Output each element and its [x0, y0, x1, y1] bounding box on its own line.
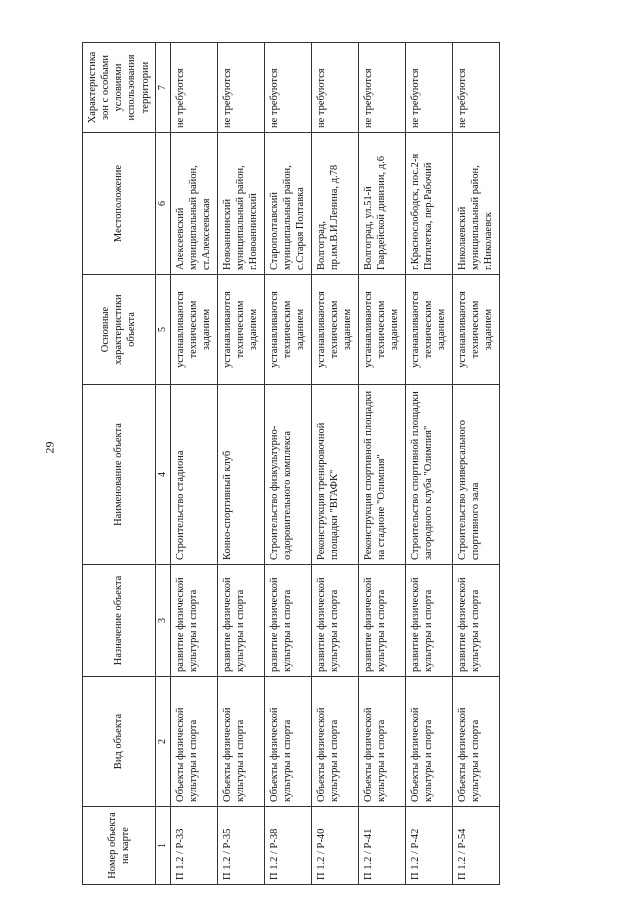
column-numbers-row [155, 43, 171, 885]
object-name-cell: Строительство стадиона [171, 385, 218, 565]
location-cell: г.Краснослободск, пос.2-я Пятилетка, пер.Рабочий [406, 133, 453, 275]
column-number: 4 [155, 385, 171, 565]
object-number-cell: П 1.2 / Р-42 [406, 807, 453, 885]
header-special-zones: Характеристика зон с особыми условиями использования территории [83, 43, 156, 133]
column-number: 6 [155, 133, 171, 275]
header-location: Местоположение [83, 133, 156, 275]
object-number-cell: П 1.2 / Р-40 [312, 807, 359, 885]
object-name-cell: Реконструкция тренировочной площадки "ВГАФК" [312, 385, 359, 565]
column-number: 1 [155, 807, 171, 885]
special-zones-cell: не требуются [453, 43, 500, 133]
object-number-cell: П 1.2 / Р-38 [265, 807, 312, 885]
table-row [453, 43, 500, 885]
location-cell: Старополтавский муниципальный район, с.Старая Полтавка [265, 133, 312, 275]
header-object-purpose: Назначение объекта [83, 565, 156, 677]
object-type-cell: Объекты физической культуры и спорта [406, 677, 453, 807]
location-cell: Николаевский муниципальный район, г.Николаевск [453, 133, 500, 275]
table-row [265, 43, 312, 885]
object-characteristics-cell: устанавливаются техническим заданием [218, 275, 265, 385]
object-purpose-cell: развитие физической культуры и спорта [453, 565, 500, 677]
object-number-cell: П 1.2 / Р-33 [171, 807, 218, 885]
special-zones-cell: не требуются [406, 43, 453, 133]
object-characteristics-cell: устанавливаются техническим заданием [265, 275, 312, 385]
object-purpose-cell: развитие физической культуры и спорта [218, 565, 265, 677]
table-row [171, 43, 218, 885]
object-name-cell: Реконструкция спортивной площадки на стадионе "Олимпия" [359, 385, 406, 565]
special-zones-cell: не требуются [359, 43, 406, 133]
table-row [218, 43, 265, 885]
object-purpose-cell: развитие физической культуры и спорта [171, 565, 218, 677]
header-object-characteristics: Основные характеристики объекта [83, 275, 156, 385]
special-zones-cell: не требуются [312, 43, 359, 133]
object-purpose-cell: развитие физической культуры и спорта [312, 565, 359, 677]
object-number-cell: П 1.2 / Р-35 [218, 807, 265, 885]
column-number: 5 [155, 275, 171, 385]
object-purpose-cell: развитие физической культуры и спорта [406, 565, 453, 677]
header-object-name: Наименование объекта [83, 385, 156, 565]
object-type-cell: Объекты физической культуры и спорта [312, 677, 359, 807]
table-row [312, 43, 359, 885]
location-cell: Алексеевский муниципальный район, ст.Алексеевская [171, 133, 218, 275]
special-zones-cell: не требуются [265, 43, 312, 133]
object-number-cell: П 1.2 / Р-54 [453, 807, 500, 885]
column-number: 3 [155, 565, 171, 677]
object-purpose-cell: развитие физической культуры и спорта [265, 565, 312, 677]
location-cell: Новоаннинский муниципальный район, г.Новоаннинский [218, 133, 265, 275]
special-zones-cell: не требуются [171, 43, 218, 133]
table-row [359, 43, 406, 885]
special-zones-cell: не требуются [218, 43, 265, 133]
object-name-cell: Конно-спортивный клуб [218, 385, 265, 565]
object-name-cell: Строительство спортивной площадки загородного клуба "Олимпия" [406, 385, 453, 565]
header-row [83, 43, 156, 885]
table-container [82, 43, 620, 885]
page-number: 29 [42, 441, 57, 454]
object-characteristics-cell: устанавливаются техническим заданием [453, 275, 500, 385]
object-number-cell: П 1.2 / Р-41 [359, 807, 406, 885]
object-name-cell: Строительство универсального спортивного зала [453, 385, 500, 565]
location-cell: Волгоград, ул.51-й Гвардейской дивизии, д.6 [359, 133, 406, 275]
object-name-cell: Строительство физкультурно-оздоровительного комплекса [265, 385, 312, 565]
object-type-cell: Объекты физической культуры и спорта [453, 677, 500, 807]
object-characteristics-cell: устанавливаются техническим заданием [171, 275, 218, 385]
object-type-cell: Объекты физической культуры и спорта [359, 677, 406, 807]
column-number: 7 [155, 43, 171, 133]
objects-table [82, 42, 500, 885]
object-purpose-cell: развитие физической культуры и спорта [359, 565, 406, 677]
object-type-cell: Объекты физической культуры и спорта [218, 677, 265, 807]
table-row [406, 43, 453, 885]
header-object-type: Вид объекта [83, 677, 156, 807]
header-object-number: Номер объекта на карте [83, 807, 156, 885]
object-characteristics-cell: устанавливаются техническим заданием [359, 275, 406, 385]
object-type-cell: Объекты физической культуры и спорта [265, 677, 312, 807]
object-type-cell: Объекты физической культуры и спорта [171, 677, 218, 807]
location-cell: Волгоград, пр.им.В.И.Ленина, д.78 [312, 133, 359, 275]
object-characteristics-cell: устанавливаются техническим заданием [312, 275, 359, 385]
column-number: 2 [155, 677, 171, 807]
object-characteristics-cell: устанавливаются техническим заданием [406, 275, 453, 385]
